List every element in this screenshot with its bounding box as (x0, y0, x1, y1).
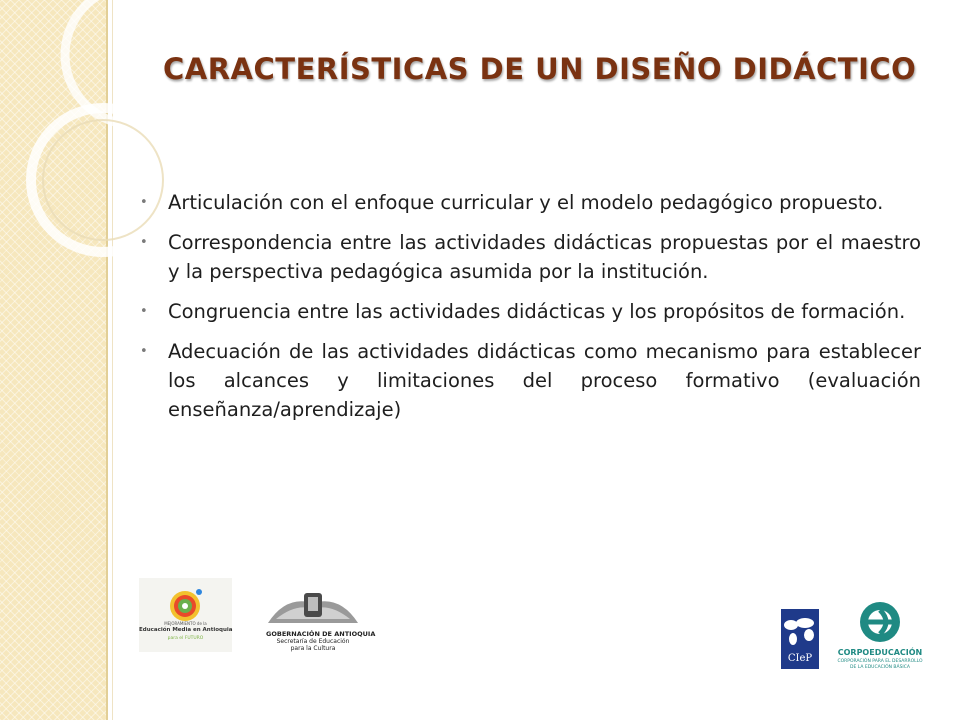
bullet-text: Articulación con el enfoque curricular y el modelo pedagógico propuesto. (168, 191, 884, 214)
logo-ciep (781, 609, 819, 669)
logo-corpoeducacion (834, 600, 926, 682)
bullet-item (140, 188, 921, 217)
logo-gobernacion-antioquia (266, 587, 376, 653)
logo-text: DE LA EDUCACIÓN BÁSICA (850, 665, 910, 670)
bullet-text: Adecuación de las actividades didácticas como mecanismo para establecer los alcances y limitaciones del proceso formativo (evaluación enseñanza/aprendizaje) (168, 340, 921, 421)
world-map-icon (781, 613, 819, 649)
logo-text: MEJORAMIENTO de la (164, 621, 207, 626)
logo-text: Educación Media en Antioquia (139, 627, 233, 633)
bullet-icon: • (140, 195, 148, 210)
bullet-list (140, 188, 921, 435)
bullet-item (140, 297, 921, 326)
logo-text: CIeP (787, 653, 813, 664)
coat-of-arms-icon (266, 587, 360, 629)
logo-educacion-media (139, 578, 232, 652)
slide-title: CARACTERÍSTICAS DE UN DISEÑO DIDÁCTICO (163, 52, 917, 86)
logo-text: GOBERNACIÓN DE ANTIOQUIA (266, 630, 376, 638)
logo-text: para el FUTURO (167, 636, 204, 641)
bullet-text: Correspondencia entre las actividades didácticas propuestas por el maestro y la perspectiva pedagógica asumida por la institución. (168, 231, 921, 283)
corpoeducacion-emblem-icon (834, 600, 926, 646)
logo-text: para la Cultura (290, 645, 336, 652)
logo-text: CORPORACIÓN PARA EL DESARROLLO (837, 659, 923, 664)
logo-text: CORPOEDUCACIÓN (837, 648, 923, 657)
bullet-icon: • (140, 344, 148, 359)
logo-text: Secretaría de Educación (276, 638, 350, 645)
bullet-icon: • (140, 235, 148, 250)
bullet-item (140, 228, 921, 286)
bullet-icon: • (140, 304, 148, 319)
bullet-text: Congruencia entre las actividades didácticas y los propósitos de formación. (168, 300, 906, 323)
swirl-logo-icon (139, 584, 232, 624)
bullet-item (140, 337, 921, 424)
